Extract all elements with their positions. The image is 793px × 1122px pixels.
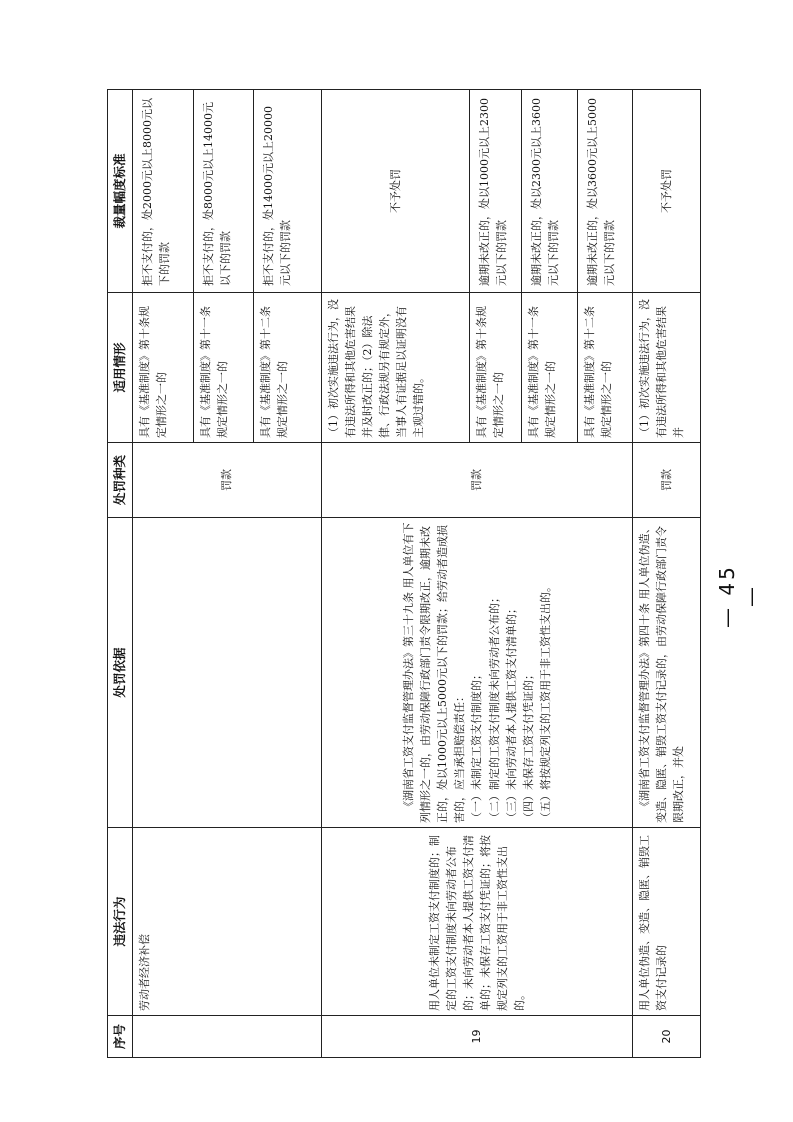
table-row: [133, 90, 194, 1058]
cell-basis: 《湖南省工资支付监督管理办法》第四十条 用人单位伪造、变造、隐匿、销毁工资支付记录的，由劳动保障行政部门责令限期改正，并处: [633, 518, 701, 828]
cell-situation: 具有《基准制度》第十一条规定情形之一的: [194, 293, 254, 443]
cell-type: 罚款: [322, 443, 633, 518]
header-no: 序号: [108, 1016, 133, 1058]
cell-type: 罚款: [133, 443, 322, 518]
cell-act: 用人单位伪造、变造、隐匿、销毁工资支付记录的: [633, 828, 701, 1016]
cell-standard: 逾期未改正的，处以3600元以上5000元以下的罚款: [578, 90, 633, 293]
header-type: 处罚种类: [108, 443, 133, 518]
cell-basis: [322, 518, 633, 828]
cell-act: 用人单位未制定工资支付制度的；制定的工资支付制度未向劳动者公布的；未向劳动者本人提供工资支付清单的；未保存工资支付凭证的；将按规定列支的工资用于非工资性支出的。: [322, 828, 633, 1016]
cell-situation: 具有《基准制度》第十二条规定情形之一的: [578, 293, 633, 443]
cell-standard: 逾期未改正的，处以2300元以上3600元以下的罚款: [522, 90, 578, 293]
cell-no: 20: [633, 1016, 701, 1058]
cell-basis-empty: [133, 518, 322, 828]
basis-line: （三）未向劳动者本人提供工资支付清单的；: [504, 603, 518, 823]
basis-line: （二）制定的工资支付制度未向劳动者公布的；: [487, 592, 501, 823]
basis-line: （一）未制定工资支付制度的；: [470, 669, 484, 823]
cell-standard: 不予处罚: [322, 90, 470, 293]
header-row: [108, 90, 133, 1058]
cell-standard: 逾期未改正的，处以1000元以上2300元以下的罚款: [470, 90, 522, 293]
basis-line: 《湖南省工资支付监督管理办法》第三十九条 用人单位有下列情形之一的，由劳动保障行政部门责令限期改正，逾期未改正的，处以1000元以上5000元以下的罚款；给劳动者造成损害的，应当承担赔偿责任：: [402, 522, 467, 823]
cell-type: 罚款: [633, 443, 701, 518]
basis-line: （四）未保存工资支付凭证的；: [521, 669, 535, 823]
rotated-table-wrapper: [107, 90, 697, 1058]
cell-no-empty: [133, 1016, 322, 1058]
cell-situation: 具有《基准制度》第十条规定情形之一的: [133, 293, 194, 443]
cell-no: 19: [322, 1016, 633, 1058]
cell-standard: 拒不支付的，处2000元以上8000元以下的罚款: [133, 90, 194, 293]
cell-situation: 具有《基准制度》第十条规定情形之一的: [470, 293, 522, 443]
header-act: 违法行为: [108, 828, 133, 1016]
cell-situation: 具有《基准制度》第十二条规定情形之一的: [254, 293, 322, 443]
cell-situation: （1）初次实施违法行为，没有违法所得和其他危害结果并及时改正的；（2）除法律、行政法规另有规定外，当事人有证据足以证明没有主观过错的。: [322, 293, 470, 443]
header-standard: 裁量幅度标准: [108, 90, 133, 293]
penalty-table: [107, 89, 701, 1058]
header-situation: 适用情形: [108, 293, 133, 443]
table-row: [633, 90, 701, 1058]
basis-line: （五）将按规定列支的工资用于非工资性支出的。: [538, 581, 552, 823]
page-number: — 45 —: [715, 564, 763, 628]
cell-standard: 不予处罚: [633, 90, 701, 293]
cell-standard: 拒不支付的，处14000元以上20000元以下的罚款: [254, 90, 322, 293]
cell-act: 劳动者经济补偿: [133, 828, 322, 1016]
table-row: [322, 90, 470, 1058]
header-basis: 处罚依据: [108, 518, 133, 828]
cell-situation: 具有《基准制度》第十一条规定情形之一的: [522, 293, 578, 443]
cell-situation: （1）初次实施违法行为，没有违法所得和其他危害结果并: [633, 293, 701, 443]
cell-standard: 拒不支付的，处8000元以上14000元以下的罚款: [194, 90, 254, 293]
